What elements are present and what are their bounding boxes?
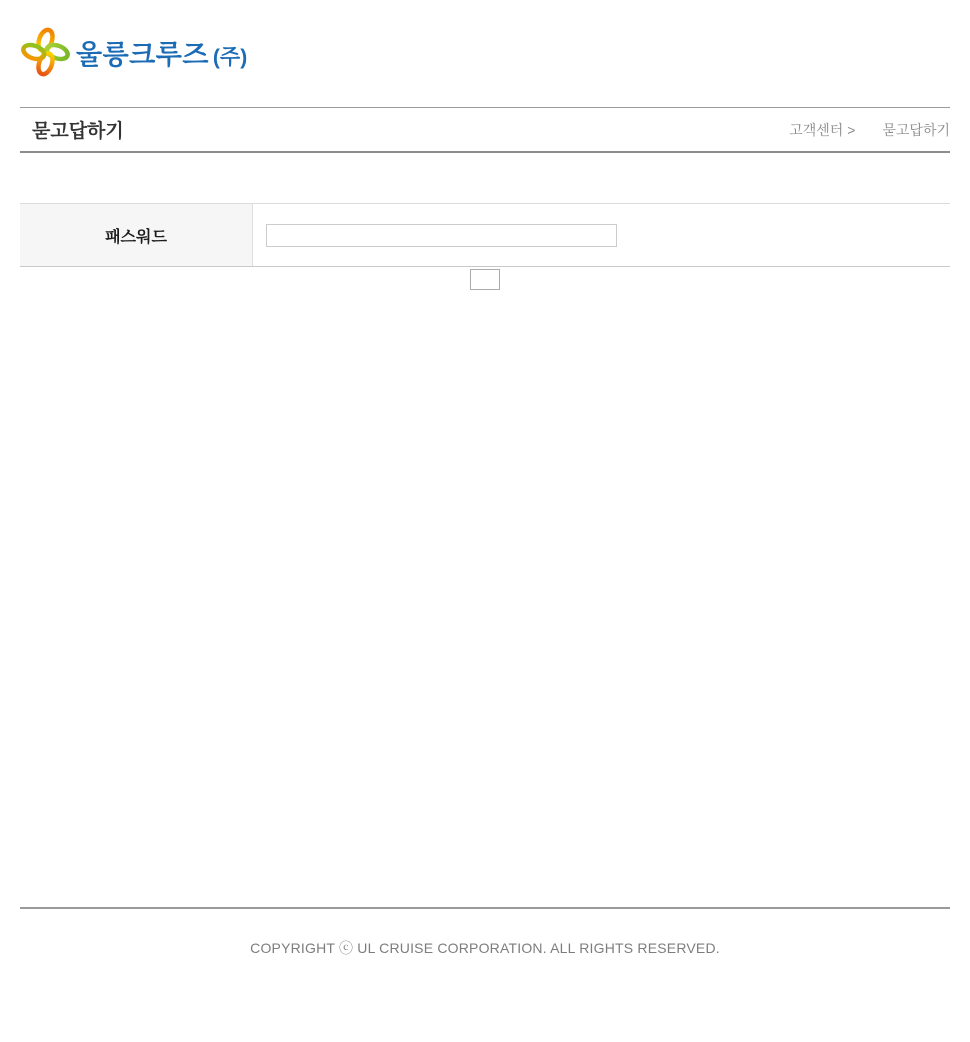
page-title: 묻고답하기 [32, 121, 124, 142]
confirm-button[interactable] [470, 269, 500, 290]
footer-divider [20, 907, 950, 909]
logo-company-name: 울릉크루즈 [76, 39, 209, 70]
logo-text [76, 33, 247, 72]
password-input-cell [253, 204, 950, 266]
page-title-bar [20, 107, 950, 153]
password-input[interactable] [266, 224, 617, 247]
breadcrumb-customer-center[interactable]: 고객센터 > [789, 121, 856, 138]
footer-copyright: COPYRIGHT ⓒ UL CRUISE CORPORATION. ALL RIGHTS RESERVED. [250, 940, 720, 956]
password-label: 패스워드 [105, 228, 167, 246]
breadcrumb-qna[interactable]: 묻고답하기 [882, 121, 950, 138]
site-logo[interactable] [21, 27, 247, 77]
flower-pinwheel-icon [21, 27, 70, 77]
logo-company-suffix: (주) [212, 45, 248, 69]
breadcrumb [789, 120, 950, 140]
password-label-cell [20, 204, 253, 266]
password-form-table [20, 203, 950, 267]
